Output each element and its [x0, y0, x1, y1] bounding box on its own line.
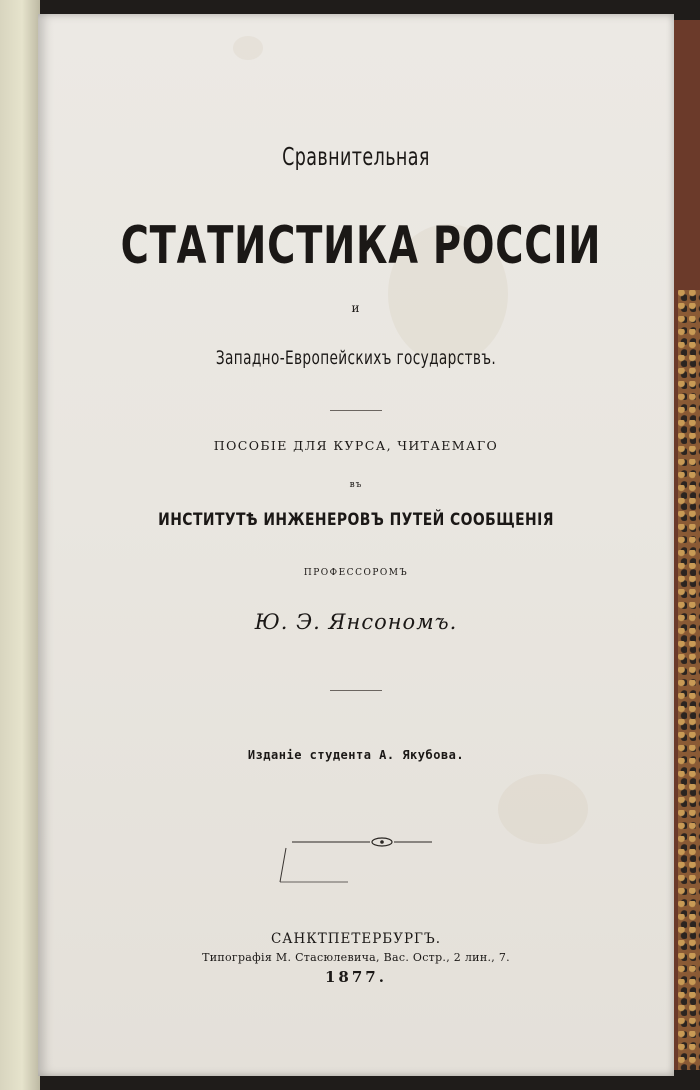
subtitle-preposition: въ — [349, 480, 363, 490]
divider-rule — [330, 690, 382, 691]
author-name: Ю. Э. Янсономъ. — [254, 610, 458, 634]
title-page — [38, 14, 674, 1076]
ornament-flourish-icon — [278, 832, 438, 892]
title-line-4: Западно-Европейскихъ государствъ. — [215, 347, 497, 369]
divider-rule — [330, 410, 382, 411]
left-page-edge — [0, 0, 40, 1090]
paper-stain — [498, 774, 588, 844]
title-conjunction: и — [351, 301, 361, 315]
imprint-year: 1877. — [325, 968, 387, 986]
institute-name: ИНСТИТУТѢ ИНЖЕНЕРОВЪ ПУТЕЙ СООБЩЕНІЯ — [158, 510, 554, 530]
imprint-press: Типографія М. Стасюлевича, Вас. Остр., 2 лин., 7. — [202, 951, 510, 964]
imprint-city: САНКТПЕТЕРБУРГЪ. — [270, 931, 442, 947]
subtitle-line-1: ПОСОБІЕ ДЛЯ КУРСА, ЧИТАЕМАГО — [213, 438, 499, 453]
author-role: ПРОФЕССОРОМЪ — [303, 568, 409, 578]
paper-stain — [233, 36, 263, 60]
main-title: СТАТИСТИКА РОССІИ — [120, 216, 602, 276]
marbled-endpaper — [678, 290, 700, 1070]
title-line-1: Сравнительная — [282, 142, 430, 171]
edition-line: Изданіе студента А. Якубова. — [247, 748, 465, 762]
